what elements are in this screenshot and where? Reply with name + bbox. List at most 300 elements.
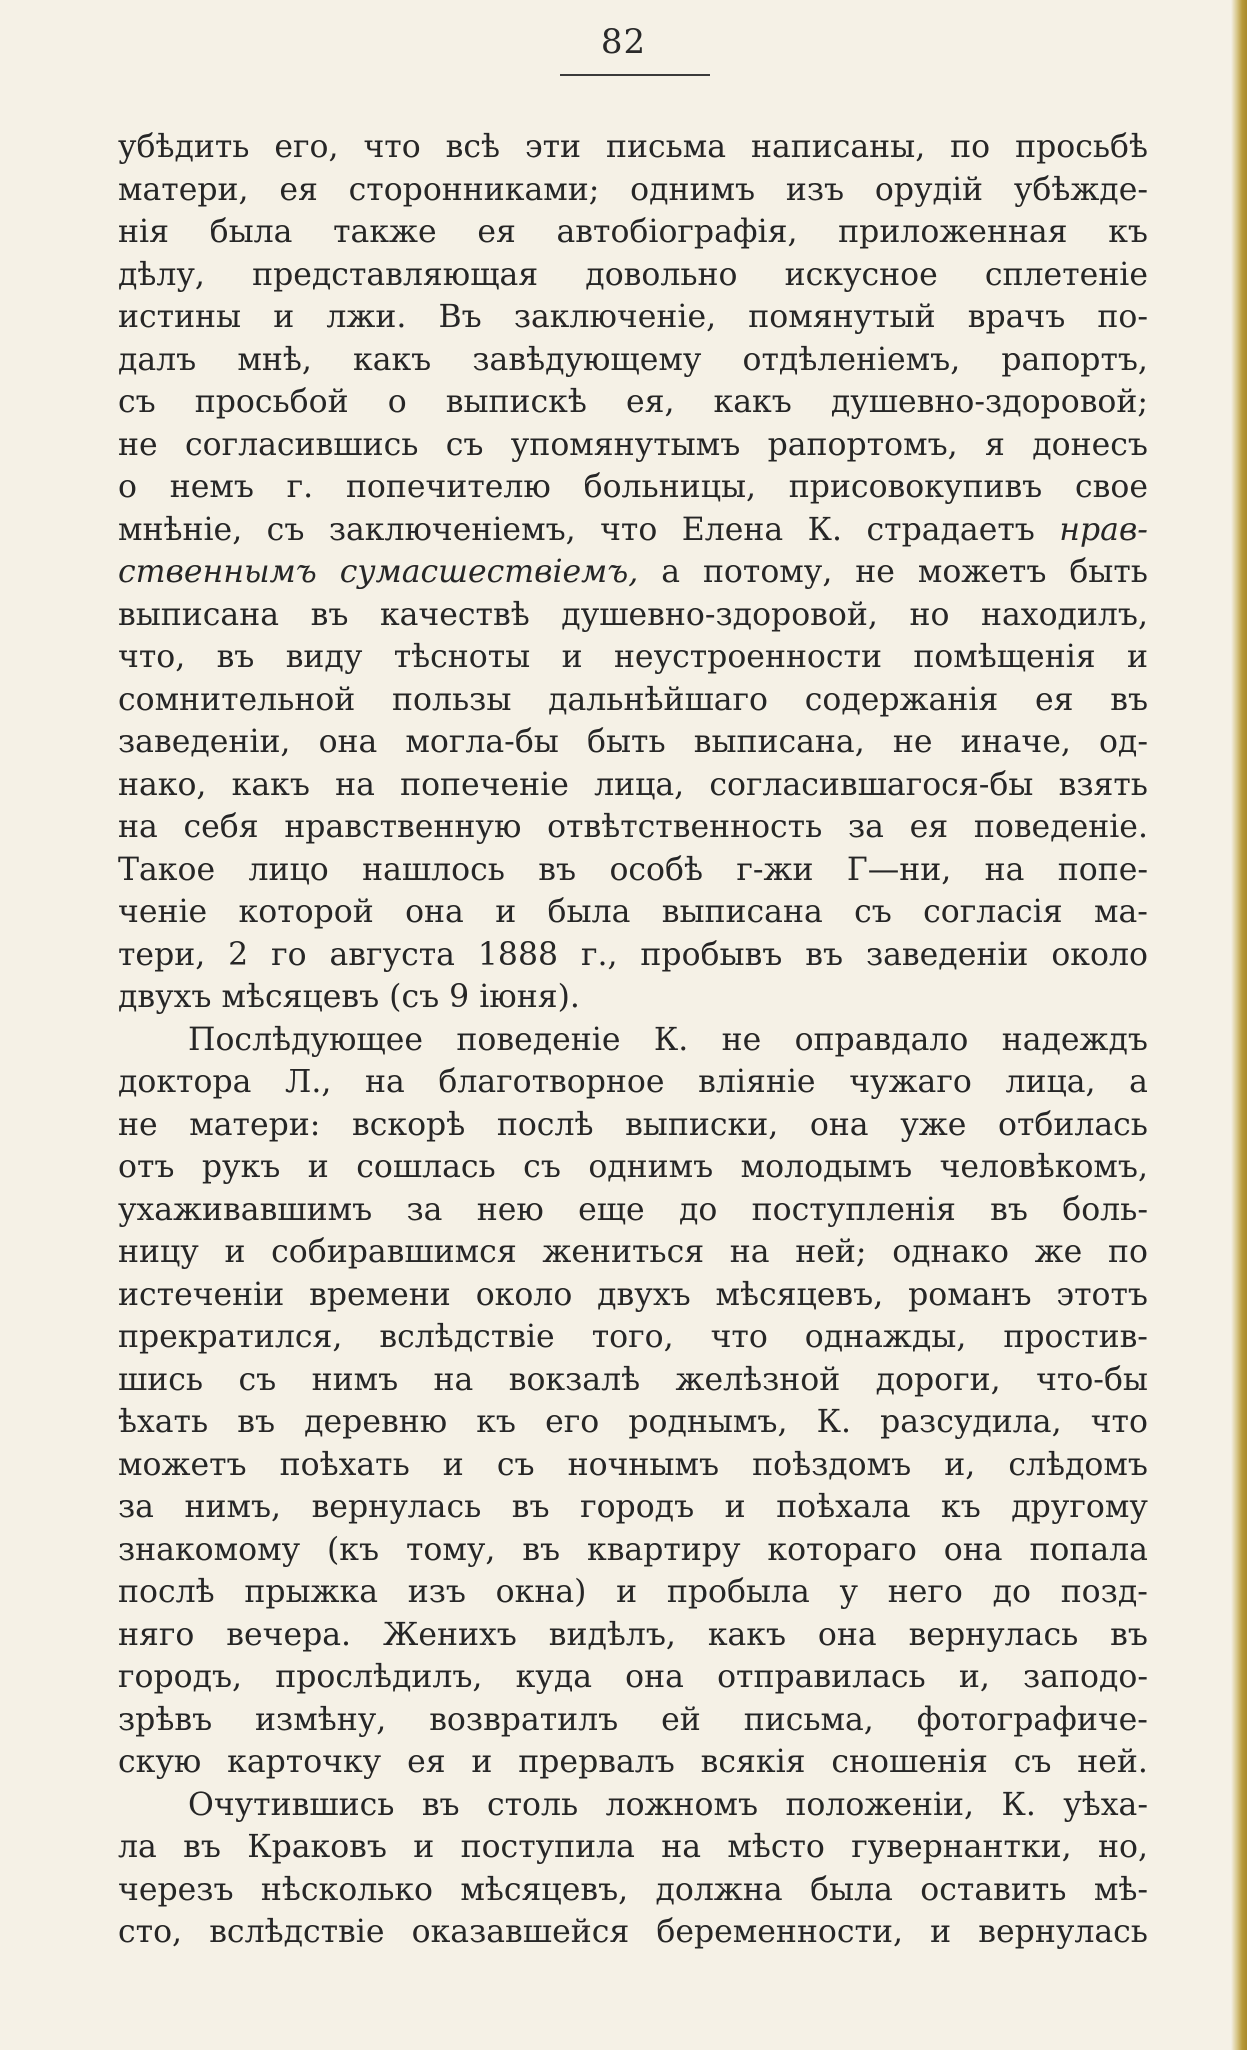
word: Въ (438, 299, 482, 335)
word: не (721, 1021, 762, 1058)
text-line (118, 126, 1148, 169)
word: на (661, 1829, 702, 1865)
word: его, (274, 129, 339, 165)
word: заключеніемъ, (328, 511, 576, 548)
word: виду (285, 639, 363, 675)
word: мнѣніе, (118, 511, 243, 548)
text-line (118, 1614, 1148, 1657)
text-line (118, 509, 1148, 552)
word: однимъ (588, 1149, 714, 1185)
word: мѣсто (727, 1829, 825, 1865)
word: съ (496, 1446, 535, 1483)
word: душевно-здоровой, (561, 596, 878, 633)
word: немъ (169, 469, 254, 505)
word: ей (661, 1701, 701, 1738)
text-line (118, 1231, 1148, 1274)
word: также (333, 214, 437, 250)
word: и (442, 1446, 464, 1483)
text-line (118, 551, 1148, 594)
text-line (118, 1869, 1148, 1912)
word: деревню (304, 1404, 448, 1440)
word: рукъ (201, 1149, 281, 1185)
word: еще (578, 1191, 645, 1228)
word: неустроенности (613, 639, 882, 675)
text-line (118, 296, 1148, 339)
word: сплетеніе (984, 256, 1148, 293)
word: завѣдующему (472, 341, 702, 378)
text-line (118, 1911, 1148, 1954)
word: истеченіи (118, 1276, 285, 1313)
word: съ (238, 1361, 277, 1398)
word: шись (118, 1361, 204, 1398)
word: нимъ, (184, 1489, 282, 1525)
word: собиравшимся (271, 1234, 517, 1270)
word: черезъ (118, 1871, 234, 1908)
word: страдаетъ (866, 511, 1035, 548)
word: изъ (785, 171, 845, 208)
word: къ (1108, 214, 1148, 250)
word: попеченіе (400, 766, 569, 803)
text-line (118, 466, 1148, 509)
word: согласившагося-бы (709, 766, 1034, 803)
word: она (405, 894, 464, 930)
word: написаны, (750, 129, 926, 165)
word: ней; (795, 1234, 867, 1270)
text-line (118, 891, 1148, 934)
word: ма- (1094, 894, 1148, 930)
word: дороги, (875, 1361, 1001, 1398)
word: изъ (407, 1574, 466, 1610)
word: съ (118, 384, 156, 420)
word: убѣжде- (1013, 171, 1148, 208)
word: выпискѣ (445, 384, 587, 420)
word: она (809, 1106, 869, 1143)
word: уѣха- (1063, 1786, 1148, 1823)
word: и, (958, 1659, 990, 1695)
word: потому, (702, 554, 833, 590)
word: что (710, 1319, 768, 1355)
word: лица, (594, 766, 685, 803)
word: однако (892, 1234, 1009, 1270)
word: нрав- (1059, 511, 1148, 548)
word: и (616, 1574, 638, 1610)
text-line (118, 1359, 1148, 1402)
word: пробывъ (640, 936, 783, 973)
word: быть (586, 724, 666, 760)
word: помѣщенія (913, 639, 1096, 675)
word: городъ, (118, 1659, 243, 1695)
word: времени (309, 1276, 451, 1313)
word: г. (286, 469, 314, 505)
word: К. (1001, 1786, 1036, 1823)
word: согласія (923, 894, 1063, 930)
word: вліяніе (698, 1064, 816, 1100)
word: что (600, 511, 658, 548)
word: что, (118, 639, 186, 675)
word: нашлось (362, 851, 505, 888)
word: по (1107, 1234, 1148, 1270)
word: надеждъ (1001, 1021, 1148, 1058)
word: него (887, 1574, 963, 1610)
word: г-жи (736, 851, 814, 888)
word: поступила (460, 1829, 635, 1865)
word: вернулась (978, 1914, 1148, 1950)
word: довольно (585, 256, 738, 293)
text-line (118, 1274, 1148, 1317)
word: сомнительной (118, 681, 356, 718)
text-line (118, 806, 1148, 849)
word: и (724, 1489, 746, 1525)
word: ницу (118, 1234, 199, 1270)
text-line (118, 1316, 1148, 1359)
word: представляющая (252, 256, 539, 293)
word: Л., (285, 1064, 332, 1100)
word: разсудила, (880, 1404, 1062, 1440)
word: и (224, 1234, 246, 1270)
word: ней. (1077, 1744, 1148, 1780)
word: заподо- (1023, 1659, 1148, 1695)
word: простив- (1003, 1319, 1148, 1355)
word: измѣну, (255, 1701, 387, 1738)
word: съ (523, 1149, 561, 1185)
word: лжи. (326, 299, 407, 335)
word: оправдало (794, 1021, 969, 1058)
word: сторонниками; (348, 171, 600, 208)
word: приложенная (838, 214, 1068, 250)
word: ея (909, 809, 949, 845)
word: у (839, 1574, 859, 1610)
word: ея, (625, 384, 675, 420)
word: мѣ- (1093, 1871, 1148, 1908)
word: прослѣдилъ, (275, 1659, 483, 1695)
word: жениться (542, 1234, 705, 1270)
word: знакомому (118, 1531, 301, 1568)
word: (къ (327, 1531, 380, 1568)
word: помянутый (748, 299, 936, 335)
word: Краковъ (247, 1829, 387, 1865)
word: о (118, 469, 137, 505)
text-line (118, 1784, 1148, 1827)
word: карточку (227, 1744, 382, 1780)
text-line (118, 211, 1148, 254)
word: вслѣдствіе (209, 1914, 385, 1950)
text-line (118, 1826, 1148, 1869)
word: должна (655, 1871, 783, 1908)
word: а (1129, 1064, 1148, 1100)
word: Елена (681, 511, 784, 548)
word: на (118, 809, 158, 845)
word: сошлась (356, 1149, 496, 1185)
word: и (561, 639, 583, 675)
word: что-бы (1036, 1361, 1148, 1398)
word: и (930, 1914, 952, 1950)
word: въ (805, 936, 844, 973)
word: присовокупивъ (788, 469, 1043, 505)
word: К. (816, 1404, 851, 1440)
word: ложномъ (605, 1786, 759, 1823)
text-line (118, 1741, 1148, 1784)
word: ухаживавшимъ (118, 1191, 373, 1228)
text-line (118, 636, 1148, 679)
text-line (118, 721, 1148, 764)
word: упомянутымъ (510, 426, 741, 463)
word: убѣдить (118, 129, 250, 165)
word: взять (1058, 766, 1148, 803)
word: искусное (784, 256, 938, 293)
word: была (209, 214, 293, 250)
word: вернулась (311, 1489, 482, 1525)
word: роднымъ, (628, 1404, 788, 1440)
word: съ (445, 426, 484, 463)
word: благотворное (438, 1064, 665, 1100)
word: двухъ (597, 1276, 691, 1313)
word: сто, (118, 1914, 183, 1950)
word: свое (1074, 469, 1148, 505)
word: од- (1098, 724, 1148, 760)
word: квартиру (587, 1531, 741, 1568)
word: тѣсноты (393, 639, 531, 675)
word: была (547, 894, 631, 930)
word: 1888 (477, 936, 559, 973)
word: какъ (353, 341, 432, 378)
word: августа (329, 936, 455, 973)
word: находилъ, (981, 596, 1148, 633)
word: пользы (392, 681, 512, 718)
word: была (810, 1871, 893, 1908)
text-line (118, 764, 1148, 807)
text-line (118, 679, 1148, 722)
word: на (729, 1234, 770, 1270)
word: отвѣтственность (547, 809, 823, 845)
word: нимъ (311, 1361, 399, 1398)
word: и (413, 1829, 435, 1865)
word: она (943, 1531, 1003, 1568)
text-line (118, 254, 1148, 297)
word: донесъ (1032, 426, 1148, 463)
word: городъ (580, 1489, 695, 1525)
word: всякія (700, 1744, 806, 1780)
word: романъ (908, 1276, 1032, 1313)
word: на (984, 851, 1025, 888)
word: попечителю (345, 469, 551, 505)
word: ночнымъ (567, 1446, 720, 1483)
word: сношенія (831, 1744, 988, 1780)
text-line (118, 1656, 1148, 1699)
word: выписана (661, 894, 823, 930)
word: около (475, 1276, 573, 1313)
word: желѣзной (675, 1361, 841, 1398)
word: эти (524, 129, 582, 165)
word: поѣхала (776, 1489, 911, 1525)
word: ственнымъ (118, 554, 317, 590)
text-line (118, 339, 1148, 382)
word: быть (1069, 554, 1148, 590)
word: и (471, 1744, 493, 1780)
text-line (118, 1061, 1148, 1104)
word: вечера. (226, 1616, 352, 1653)
word: въ (990, 1191, 1028, 1228)
word: вернулась (908, 1616, 1079, 1653)
text-line (118, 1189, 1148, 1232)
word: матери, (118, 171, 249, 208)
word: на (364, 1064, 405, 1100)
word: другому (1011, 1489, 1148, 1525)
word: Г—ни, (846, 851, 952, 888)
word: въ (511, 1489, 550, 1525)
word: того, (591, 1319, 674, 1355)
word: она (318, 724, 378, 760)
word: какъ (707, 1616, 787, 1653)
text-line (118, 1019, 1148, 1062)
word: нею (476, 1191, 544, 1228)
text-line (118, 594, 1148, 637)
word: столь (486, 1786, 579, 1823)
text-line (118, 1699, 1148, 1742)
word: оказавшейся (411, 1914, 630, 1950)
word: окна) (495, 1574, 587, 1610)
word: до (678, 1191, 718, 1228)
word: поѣздомъ (752, 1446, 912, 1483)
word: согласившись (185, 426, 419, 463)
word: далъ (118, 341, 197, 378)
page-edge (1231, 0, 1247, 2050)
text-line (118, 1529, 1148, 1572)
text-line (118, 1104, 1148, 1147)
word: въ (538, 851, 577, 888)
word: однажды, (804, 1319, 967, 1355)
word: которой (238, 894, 374, 930)
word: что (363, 129, 421, 165)
word: пробыла (666, 1574, 810, 1610)
word: ея (477, 214, 516, 250)
word: себя (183, 809, 259, 845)
word: какъ (231, 766, 310, 803)
word: можетъ (917, 554, 1047, 590)
word: няго (118, 1616, 195, 1653)
text-line (118, 934, 1148, 977)
word: къ (941, 1489, 981, 1525)
body-text (118, 126, 1148, 1954)
word: автобіографія, (556, 214, 798, 250)
word: не (855, 554, 895, 590)
word: рапортъ, (1001, 341, 1148, 378)
word: выписана, (693, 724, 865, 760)
word: могла-бы (405, 724, 559, 760)
word: человѣкомъ, (939, 1149, 1148, 1185)
word: съ (266, 511, 305, 548)
word: можетъ (118, 1446, 247, 1483)
word: къ (476, 1404, 516, 1440)
word: нравственную (284, 809, 522, 845)
word: мнѣ, (237, 341, 312, 378)
word: но (909, 596, 950, 633)
word: послѣ (496, 1106, 594, 1143)
word: прыжка (244, 1574, 379, 1610)
word: же (1034, 1234, 1083, 1270)
word: Послѣдующее (188, 1021, 424, 1058)
word: Такое (118, 851, 216, 888)
word: и (495, 894, 517, 930)
word: го (271, 936, 307, 973)
word: Женихъ (382, 1616, 517, 1653)
word: въ (237, 1404, 276, 1440)
word: поступленія (751, 1191, 956, 1228)
word: попе- (1057, 851, 1148, 888)
word: рапортомъ, (767, 426, 958, 463)
word: орудій (874, 171, 984, 208)
word: душевно-здоровой; (830, 384, 1148, 420)
word: К. (653, 1021, 689, 1058)
word: не (892, 724, 933, 760)
word: его (545, 1404, 600, 1440)
word: въ (183, 1829, 221, 1865)
word: около (1051, 936, 1148, 973)
word: Очутившись (188, 1786, 395, 1823)
word: не (118, 1106, 158, 1143)
word: скую (118, 1744, 202, 1780)
word: выписана (118, 596, 279, 633)
word: гувернантки, (851, 1829, 1072, 1865)
word: возвратилъ (429, 1701, 619, 1738)
word: котораго (767, 1531, 917, 1568)
word: отъ (118, 1149, 175, 1185)
word: уже (900, 1106, 967, 1143)
word: что (1090, 1404, 1148, 1440)
word: тому, (405, 1531, 496, 1568)
word: чужаго (849, 1064, 972, 1100)
page-number: 82 (600, 22, 647, 62)
word: боль- (1062, 1191, 1148, 1228)
text-line (118, 381, 1148, 424)
word: больницы, (583, 469, 757, 505)
word: содержанія (804, 681, 999, 718)
word: всѣ (445, 129, 500, 165)
word: а (661, 554, 681, 590)
word: заведеніи (865, 936, 1029, 973)
word: прекратился, (118, 1319, 343, 1355)
word: въ (310, 596, 349, 633)
word: до (992, 1574, 1031, 1610)
word: г., (580, 936, 618, 973)
word: поѣхать (279, 1446, 410, 1483)
word: она (817, 1616, 877, 1653)
word: съ (854, 894, 892, 930)
word: попала (1029, 1531, 1148, 1568)
word: позд- (1060, 1574, 1148, 1610)
word: положеніи, (785, 1786, 975, 1823)
word: въ (522, 1531, 561, 1568)
text-line (118, 1401, 1148, 1444)
word: послѣ (118, 1574, 215, 1610)
word: однимъ (630, 171, 756, 208)
word: въ (1110, 681, 1148, 718)
word: въ (216, 639, 255, 675)
word: и (273, 299, 295, 335)
text-line (118, 169, 1148, 212)
word: ея (407, 1744, 446, 1780)
word: 2 (228, 936, 249, 973)
word: и (307, 1149, 329, 1185)
word: отдѣленіемъ, (742, 341, 961, 378)
word: мѣсяцевъ, (715, 1276, 884, 1313)
word: лица, (1005, 1064, 1096, 1100)
word: качествѣ (379, 596, 530, 633)
text-line (118, 1444, 1148, 1487)
word: прервалъ (518, 1744, 675, 1780)
word: нѣсколько (260, 1871, 434, 1908)
word: за (406, 1191, 443, 1228)
word: просьбой (194, 384, 349, 420)
